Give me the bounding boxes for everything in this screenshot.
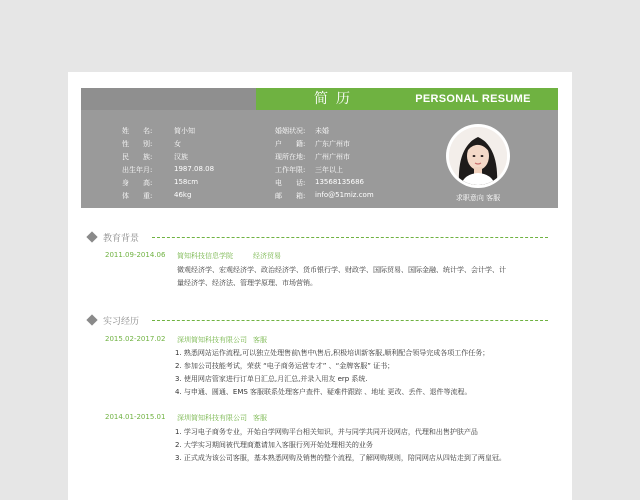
education-major: 经济贸易 [253, 252, 281, 260]
info-label: 出生年月: [122, 166, 153, 174]
info-email [275, 191, 374, 203]
info-value: 1987.08.08 [174, 165, 215, 173]
resume-title-en: PERSONAL RESUME [415, 93, 531, 105]
internship-company: 深圳简知科技有限公司 [177, 336, 247, 344]
internship-role: 客服 [253, 414, 267, 422]
info-value: 女 [174, 140, 181, 148]
internship-entry-header [105, 335, 267, 345]
section-title: 教育背景 [103, 233, 140, 244]
internship-item: 2. 参加公司技能考试，荣获 “电子商务运营专才” 、“金牌客服” 证书； [175, 362, 395, 370]
info-label: 电 话: [275, 179, 306, 187]
info-ethnicity [122, 152, 188, 164]
title-bar-grey [81, 88, 265, 110]
diamond-icon [86, 314, 97, 325]
info-label: 邮 箱: [275, 192, 306, 200]
internship-dates: 2015.02-2017.02 [105, 335, 166, 343]
internship-item: 1. 熟悉网站运作流程,可以独立处理售前\售中\售后,积极培训新客服,顺利配合领导完成各项工作任务； [175, 349, 490, 357]
info-gender [122, 139, 181, 151]
internship-role: 客服 [253, 336, 267, 344]
info-phone [275, 178, 364, 190]
internship-item: 2. 大学实习期间被代理商邀请加入客服行列开始处理相关的业务 [175, 441, 373, 449]
info-label: 婚姻状况: [275, 127, 306, 135]
avatar-portrait-icon [449, 127, 507, 185]
internship-item: 1. 学习电子商务专业，开始自学网购平台相关知识，并与同学共同开设网店，代理和出售护肤产品 [175, 428, 478, 436]
info-value: 广东广州市 [315, 140, 350, 148]
internship-entry-header [105, 413, 267, 423]
internship-item: 4. 与申通、圆通、EMS 客服联系处理客户查件、疑难件跟踪 、地址 更改、丢件、退件等流程。 [175, 388, 472, 396]
info-experience-years [275, 165, 343, 177]
info-value: 简小知 [174, 127, 195, 135]
internship-company: 深圳简知科技有限公司 [177, 414, 247, 422]
info-value: 未婚 [315, 127, 329, 135]
education-dates: 2011.09-2014.06 [105, 251, 166, 259]
internship-item: 3. 使用网店管家进行订单日汇总,月汇总,并录入用友 erp 系统. [175, 375, 368, 383]
info-value: 汉族 [174, 153, 188, 161]
info-label: 户 籍: [275, 140, 306, 148]
info-label: 民 族: [122, 153, 153, 161]
internship-item: 3. 正式成为该公司客服，基本熟悉网购及销售的整个流程，了解网购规则，陪同网店从四钻走到了两皇冠。 [175, 454, 506, 462]
info-value: info@51miz.com [315, 191, 374, 199]
info-value: 13568135686 [315, 178, 364, 186]
section-education-header [88, 230, 139, 244]
info-label: 姓 名: [122, 127, 153, 135]
resume-title-cn: 简历 [314, 91, 358, 107]
info-label: 体 重: [122, 192, 153, 200]
info-label: 性 别: [122, 140, 153, 148]
education-courses-line: 微观经济学、宏观经济学、政治经济学、货币银行学、财政学、国际贸易、国际金融、统计学、会计学、计 [177, 266, 506, 274]
info-value: 46kg [174, 191, 192, 199]
info-label: 工作年限: [275, 166, 306, 174]
info-weight [122, 191, 191, 203]
education-school: 简知科技信息学院 [177, 252, 233, 260]
info-height [122, 178, 198, 190]
section-divider [152, 320, 548, 321]
diamond-icon [86, 231, 97, 242]
section-title: 实习经历 [103, 316, 140, 327]
info-name [122, 126, 195, 138]
info-value: 广州广州市 [315, 153, 350, 161]
info-label: 现所在地: [275, 153, 306, 161]
section-internship-header [88, 313, 139, 327]
avatar [449, 127, 507, 185]
info-value: 三年以上 [315, 166, 343, 174]
info-marital [275, 126, 329, 138]
info-label: 身 高: [122, 179, 153, 187]
info-domicile [275, 139, 350, 151]
info-location [275, 152, 350, 164]
section-divider [152, 237, 548, 238]
education-courses-line: 量经济学、经济法、管理学原理、市场营销。 [177, 279, 317, 287]
info-value: 158cm [174, 178, 199, 186]
job-intention: 求职意向 客服 [455, 194, 501, 202]
info-birth [122, 165, 214, 177]
internship-dates: 2014.01-2015.01 [105, 413, 166, 421]
education-entry-header [105, 251, 281, 261]
